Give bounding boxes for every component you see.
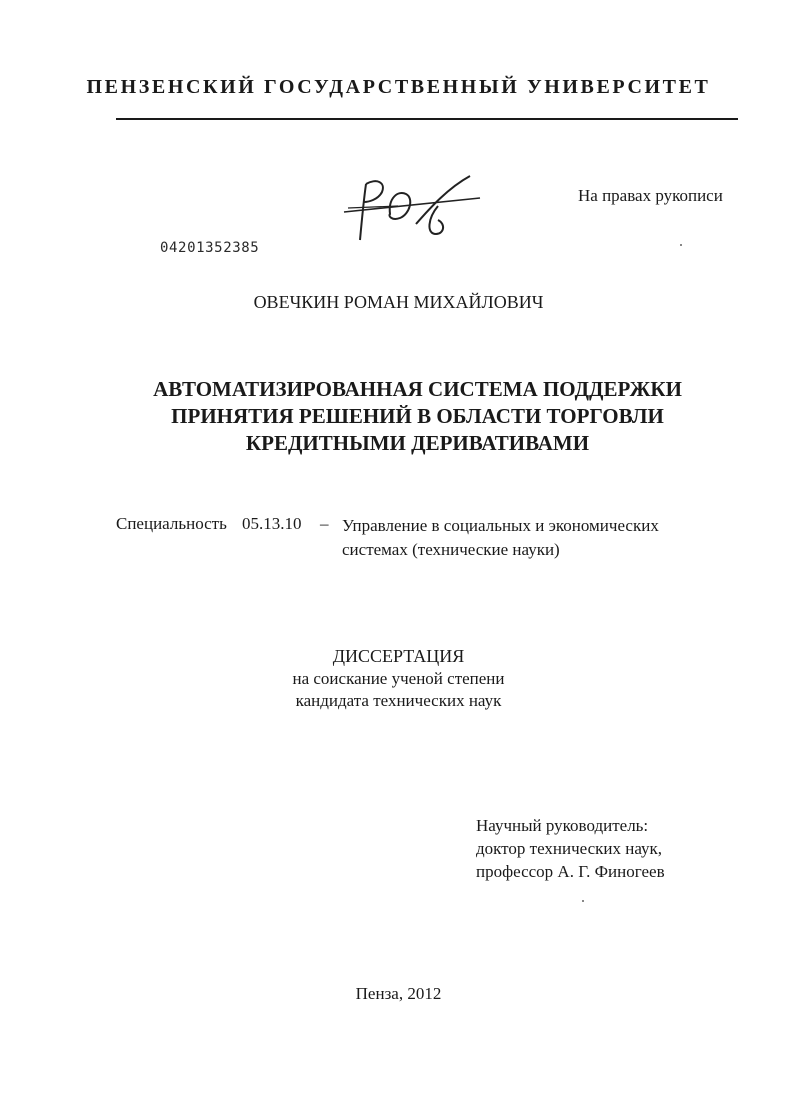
title-line: ПРИНЯТИЯ РЕШЕНИЙ В ОБЛАСТИ ТОРГОВЛИ — [171, 404, 664, 428]
rights-notice: На правах рукописи — [578, 186, 723, 205]
degree-line: на соискание ученой степени — [292, 669, 505, 688]
degree-line: кандидата технических наук — [295, 691, 502, 710]
specialty-description-line: системах (технические науки) — [342, 540, 560, 559]
scan-speck — [680, 244, 682, 246]
scan-speck — [582, 900, 584, 902]
scientific-advisor — [476, 814, 665, 883]
university-name: ПЕНЗЕНСКИЙ ГОСУДАРСТВЕННЫЙ УНИВЕРСИТЕТ — [86, 76, 711, 98]
specialty-dash: – — [320, 514, 329, 533]
specialty-description — [342, 514, 722, 562]
dissertation-title — [100, 376, 735, 457]
title-line: АВТОМАТИЗИРОВАННАЯ СИСТЕМА ПОДДЕРЖКИ — [153, 377, 682, 401]
dissertation-heading: ДИССЕРТАЦИЯ — [332, 646, 465, 666]
advisor-line: профессор А. Г. Финогеев — [476, 862, 665, 881]
header-rule — [116, 118, 738, 120]
title-line: КРЕДИТНЫМИ ДЕРИВАТИВАМИ — [245, 431, 590, 455]
dissertation-block — [0, 644, 797, 712]
specialty-description-line: Управление в социальных и экономических — [342, 516, 659, 535]
author-name: ОВЕЧКИН РОМАН МИХАЙЛОВИЧ — [253, 292, 544, 312]
document-number: 04201352385 — [160, 240, 260, 256]
advisor-line: Научный руководитель: — [476, 816, 649, 835]
city-year: Пенза, 2012 — [355, 984, 442, 1003]
specialty-label: Специальность — [116, 514, 227, 533]
signature-image — [338, 168, 488, 248]
specialty-code: 05.13.10 — [242, 514, 302, 533]
advisor-line: доктор технических наук, — [476, 839, 663, 858]
